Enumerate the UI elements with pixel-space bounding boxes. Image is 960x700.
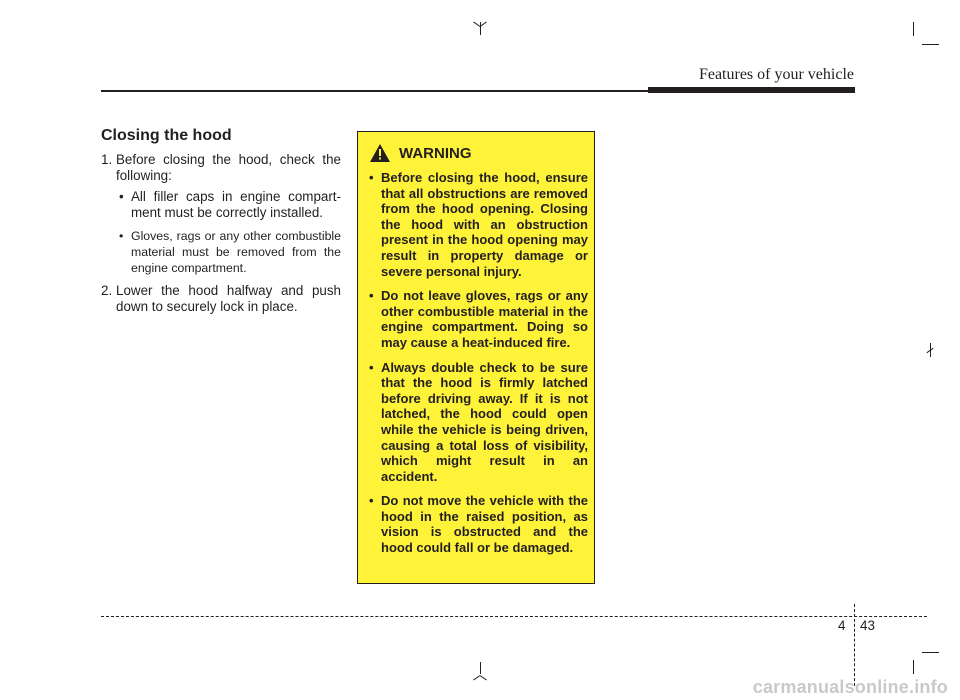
step-text: Lower the hood halfway and push down to securely lock in place. bbox=[116, 282, 341, 315]
bullet-icon: • bbox=[119, 188, 124, 204]
warning-item-text: Always double check to be sure that the hood is firmly latched before driving away. If it is not latched, the hood could open while the vehicle is being driven, causing a total loss of visibility, which might result in an accident. bbox=[381, 359, 588, 484]
header-rule-thick bbox=[648, 87, 855, 93]
bullet-icon: • bbox=[369, 359, 374, 375]
step-subitem bbox=[116, 189, 341, 222]
step-text: Before closing the hood, check the following: bbox=[116, 152, 341, 184]
warning-item-text: Do not leave gloves, rags or any other combustible material in the engine compartment. Doing so may cause a heat-induced fire. bbox=[381, 288, 588, 350]
step-1 bbox=[101, 152, 341, 277]
warning-triangle-icon bbox=[370, 144, 390, 162]
chapter-number: 4 bbox=[838, 618, 846, 633]
bullet-icon: • bbox=[369, 493, 374, 509]
bullet-icon: • bbox=[119, 228, 124, 243]
warning-header bbox=[370, 142, 472, 164]
crop-mark-top-right-v bbox=[913, 22, 914, 36]
subitem-text: Gloves, rags or any other combustible material must be removed from the engine compartment. bbox=[131, 228, 341, 276]
warning-item-text: Before closing the hood, ensure that all obstructions are removed from the hood opening. Closing the hood with an obstruction present in the hood opening may result in property damage or severe personal injury. bbox=[381, 170, 588, 279]
bullet-icon: • bbox=[369, 170, 374, 185]
step-number: 2. bbox=[101, 282, 113, 298]
warning-list bbox=[368, 170, 588, 565]
step-number: 1. bbox=[101, 152, 113, 167]
crop-mark-bottom-center-h2 bbox=[480, 675, 487, 680]
warning-item bbox=[368, 288, 588, 350]
page-number: 43 bbox=[860, 618, 876, 633]
warning-item bbox=[368, 170, 588, 279]
step-2 bbox=[101, 283, 341, 316]
header-rule-thin bbox=[101, 90, 648, 92]
watermark: carmanualsonline.info bbox=[752, 677, 948, 697]
bullet-icon: • bbox=[369, 288, 374, 304]
crop-mark-bottom-right-h bbox=[922, 652, 939, 653]
instructions-column bbox=[101, 152, 341, 320]
subitem-text: All filler caps in engine compartment must be correctly installed. bbox=[131, 188, 341, 221]
warning-item bbox=[368, 493, 588, 555]
step-subitem bbox=[116, 228, 341, 277]
section-heading: Closing the hood bbox=[101, 127, 232, 144]
section-title: Features of your vehicle bbox=[698, 66, 854, 83]
crop-mark-bottom-right-v bbox=[913, 660, 914, 674]
crop-mark-bottom-center-v bbox=[480, 662, 481, 674]
footer-dashed-divider bbox=[854, 604, 855, 686]
warning-title: WARNING bbox=[399, 144, 472, 162]
warning-item bbox=[368, 360, 588, 485]
crop-mark-top-right-h bbox=[922, 44, 939, 45]
warning-item-text: Do not move the vehicle with the hood in the raised position, as vision is obstructed and the hood could fall or be damaged. bbox=[381, 493, 588, 556]
warning-box bbox=[357, 131, 595, 584]
footer-dashed-rule bbox=[101, 616, 927, 617]
